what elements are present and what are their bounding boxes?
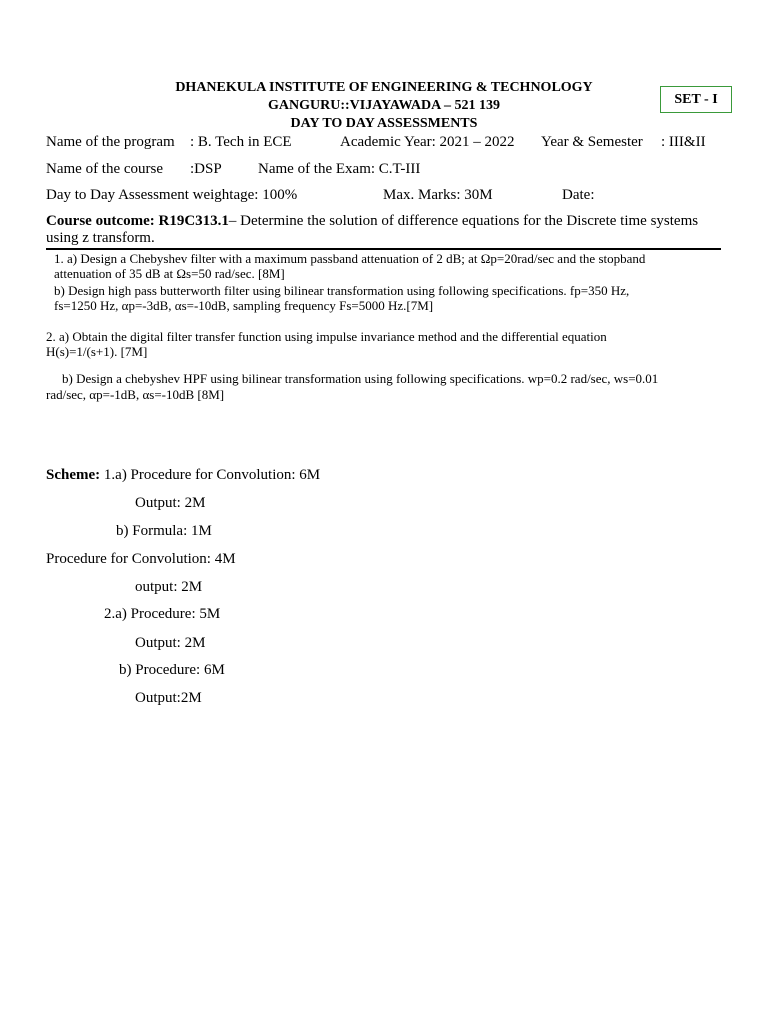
- scheme-line-9: Output:2M: [135, 690, 202, 706]
- page-title: DAY TO DAY ASSESSMENTS: [290, 116, 478, 131]
- exam-name: Name of the Exam: C.T-III: [258, 161, 421, 177]
- institute-name: DHANEKULA INSTITUTE OF ENGINEERING & TECHNOLOGY: [175, 80, 593, 95]
- program-label: Name of the program: [46, 134, 175, 150]
- course-label: Name of the course: [46, 161, 164, 177]
- course-outcome-text-cont: using z transform.: [46, 230, 155, 246]
- course-value: :DSP: [190, 161, 222, 177]
- question-1b-cont: fs=1250 Hz, αp=-3dB, αs=-10dB, sampling frequency Fs=5000 Hz.[7M]: [54, 298, 434, 313]
- course-outcome: Course outcome: R19C313.1– Determine the solution of difference equations for the Discrete time systems: [46, 213, 699, 229]
- course-outcome-label: Course outcome: [46, 213, 150, 229]
- scheme-line-8: b) Procedure: 6M: [119, 662, 225, 678]
- course-outcome-text: – Determine the solution of difference equations for the Discrete time systems: [228, 213, 699, 229]
- scheme-line-4: Procedure for Convolution: 4M: [46, 551, 236, 567]
- scheme-line-1: [46, 467, 320, 484]
- set-badge: SET - I: [660, 86, 732, 113]
- year-semester-label: Year & Semester: [541, 134, 643, 150]
- question-2b-cont: rad/sec, αp=-1dB, αs=-10dB [8M]: [46, 387, 225, 402]
- scheme-line-3: b) Formula: 1M: [116, 523, 212, 539]
- question-2a: 2. a) Obtain the digital filter transfer function using impulse invariance method and the differential equation: [46, 329, 607, 344]
- scheme-line-2: Output: 2M: [135, 495, 206, 511]
- question-1a: 1. a) Design a Chebyshev filter with a maximum passband attenuation of 2 dB; at Ωp=20rad/sec and the stopband: [54, 251, 646, 266]
- year-semester-value: : III&II: [661, 134, 706, 150]
- program-value: : B. Tech in ECE: [190, 134, 292, 150]
- header-divider: [46, 248, 721, 250]
- question-2a-cont: H(s)=1/(s+1). [7M]: [46, 344, 148, 359]
- scheme-1a: 1.a) Procedure for Convolution: 6M: [103, 467, 321, 483]
- scheme-label: Scheme:: [46, 467, 101, 483]
- question-1a-cont: attenuation of 35 dB at Ωs=50 rad/sec. [8M]: [54, 266, 285, 281]
- scheme-line-6: 2.a) Procedure: 5M: [104, 606, 221, 622]
- question-2b: b) Design a chebyshev HPF using bilinear transformation using following specifications. wp=0.2 rad/sec, ws=0.01: [62, 371, 659, 386]
- institute-address: GANGURU::VIJAYAWADA – 521 139: [268, 98, 500, 113]
- scheme-line-5: output: 2M: [135, 579, 203, 595]
- assessment-weightage: Day to Day Assessment weightage: 100%: [46, 187, 298, 203]
- max-marks: Max. Marks: 30M: [383, 187, 493, 203]
- scheme-line-7: Output: 2M: [135, 635, 206, 651]
- course-outcome-code: R19C313.1: [158, 213, 229, 229]
- date-label: Date:: [562, 187, 595, 203]
- question-1b: b) Design high pass butterworth filter using bilinear transformation using following specifications. fp=350 Hz,: [54, 283, 630, 298]
- academic-year: Academic Year: 2021 – 2022: [340, 134, 515, 150]
